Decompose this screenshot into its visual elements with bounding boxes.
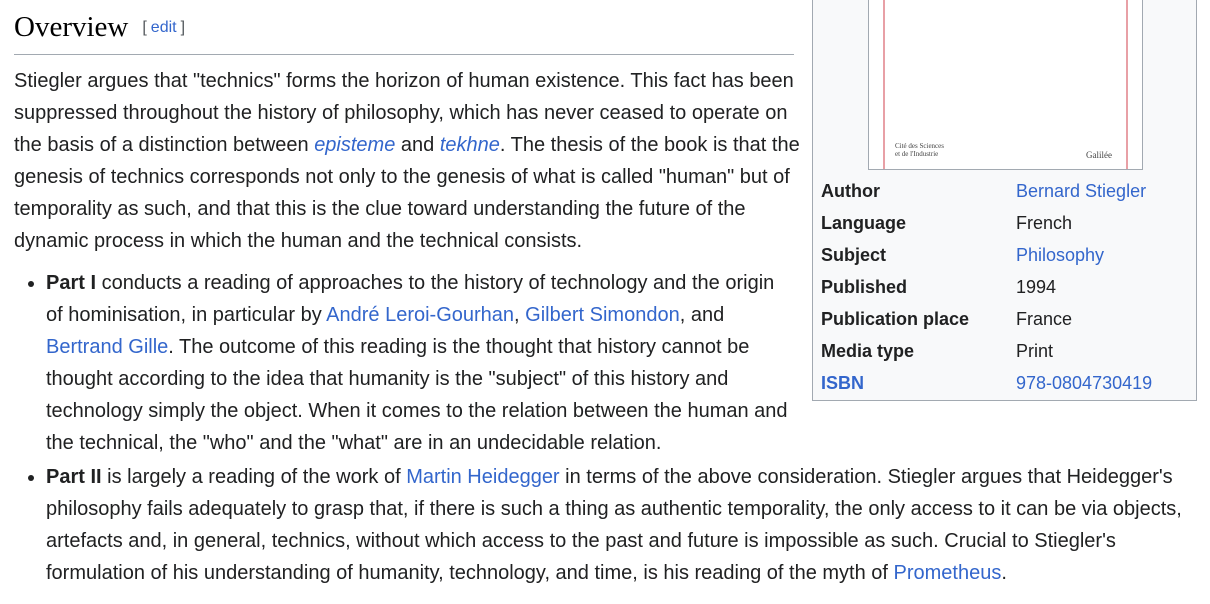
part-label: Part II xyxy=(46,466,102,488)
cover-series-line: et de l'Industrie xyxy=(895,150,939,158)
part-label: Part I xyxy=(46,272,97,294)
link-andre-leroi-gourhan[interactable]: André Leroi-Gourhan xyxy=(326,304,515,326)
infobox-row-published xyxy=(821,271,1191,303)
part-text: in terms of the above consideration. Stiegler argues that Heidegger's philosophy fails adequately to grasp that, if there is such a thing as authentic temporality, the only access to it can be via objects, artefacts and, in general, technics, without which access to the past and future is impossible as such. Crucial to Stiegler's formulation of his understanding of humanity, technology, and time, is his reading of the myth of xyxy=(46,466,1182,584)
link-isbn-label[interactable]: ISBN xyxy=(821,373,865,393)
infobox-value: French xyxy=(1016,213,1073,233)
infobox-value: 1994 xyxy=(1016,277,1057,297)
link-bernard-stiegler[interactable]: Bernard Stiegler xyxy=(1016,181,1147,201)
infobox-label: Subject xyxy=(821,245,887,265)
infobox-table xyxy=(821,175,1191,399)
infobox-label: Language xyxy=(821,213,907,233)
section-title: Overview xyxy=(14,11,129,43)
edit-link[interactable]: edit xyxy=(150,19,177,36)
cover-series-line: Cité des Sciences xyxy=(895,142,944,150)
part-text: , xyxy=(514,304,526,326)
section-heading xyxy=(14,8,794,55)
link-gilbert-simondon[interactable]: Gilbert Simondon xyxy=(525,304,680,326)
book-cover-image[interactable] xyxy=(868,0,1143,170)
paragraph-text: Stiegler argues that "technics" forms the horizon of human existence. This fact has been suppressed throughout the history of philosophy, which has never ceased to operate on the basis of a distinction between xyxy=(14,70,794,156)
link-prometheus[interactable]: Prometheus xyxy=(893,562,1002,584)
cover-border-line xyxy=(1126,0,1128,169)
list-item-part-2 xyxy=(46,461,1196,589)
part-text: , and xyxy=(679,304,725,326)
edit-section-links xyxy=(142,19,185,36)
cover-series-text xyxy=(895,142,944,158)
edit-bracket-close: ] xyxy=(180,19,186,36)
link-tekhne[interactable]: tekhne xyxy=(439,134,500,156)
paragraph-text: and xyxy=(395,134,440,156)
infobox-label: Published xyxy=(821,277,908,297)
infobox-label: Author xyxy=(821,181,880,201)
infobox-label: Media type xyxy=(821,341,915,361)
cover-publisher-text: Galilée xyxy=(1086,150,1112,160)
overview-paragraph xyxy=(14,65,804,257)
link-martin-heidegger[interactable]: Martin Heidegger xyxy=(406,466,560,488)
paragraph-text: . The thesis of the book is that the genesis of technics corresponds not only to the genesis of what is called "human" but of temporality as such, and that this is the clue toward understanding the future of the dynamic process in which the human and the technical consists. xyxy=(14,134,800,252)
infobox-row-isbn xyxy=(821,367,1191,399)
link-episteme[interactable]: episteme xyxy=(314,134,396,156)
link-isbn-value[interactable]: 978-0804730419 xyxy=(1016,373,1153,393)
part-text: . The outcome of this reading is the thought that history cannot be thought according to the idea that humanity is the "subject" of this history and technology simply the object. When it comes to the relation between the human and the technical, the "who" and the "what" are in an undecidable relation. xyxy=(46,336,788,454)
infobox-row-language xyxy=(821,207,1191,239)
link-philosophy[interactable]: Philosophy xyxy=(1016,245,1105,265)
infobox-label: Publication place xyxy=(821,309,970,329)
part-text: is largely a reading of the work of xyxy=(101,466,407,488)
part-text: . xyxy=(1001,562,1007,584)
part-text: conducts a reading of approaches to the history of technology and the origin of hominisation, in particular by xyxy=(46,272,775,326)
infobox-value: France xyxy=(1016,309,1073,329)
infobox-row-subject xyxy=(821,239,1191,271)
list-item-part-1 xyxy=(46,267,796,459)
infobox-row-media-type xyxy=(821,335,1191,367)
infobox-row-author xyxy=(821,175,1191,207)
infobox xyxy=(812,0,1197,401)
cover-border-line xyxy=(883,0,885,169)
infobox-row-publication-place xyxy=(821,303,1191,335)
infobox-value: Print xyxy=(1016,341,1054,361)
link-bertrand-gille[interactable]: Bertrand Gille xyxy=(46,336,169,358)
edit-bracket-open: [ xyxy=(142,19,147,36)
